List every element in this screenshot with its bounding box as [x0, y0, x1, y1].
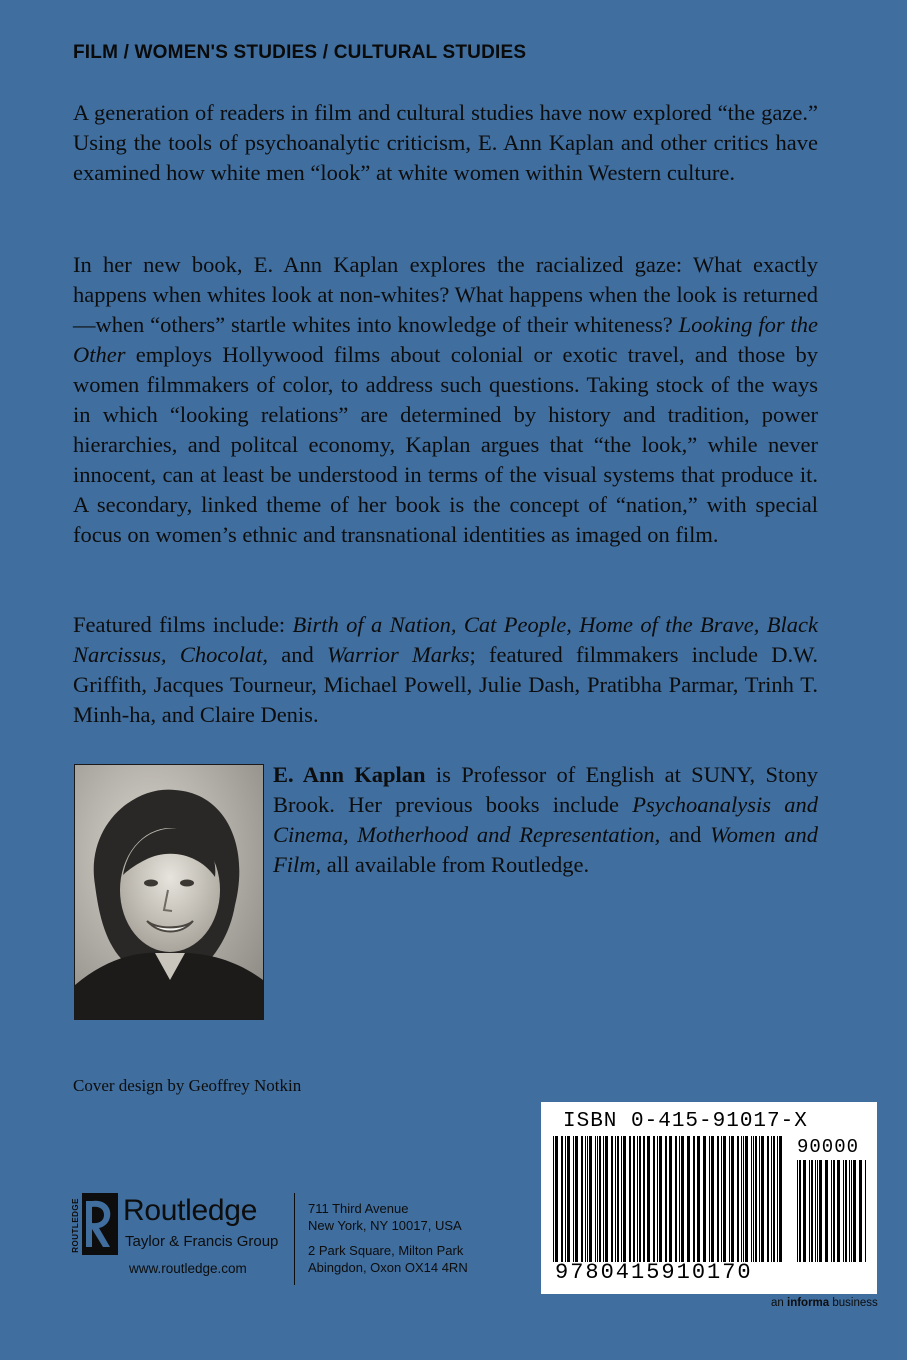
barcode-bar — [585, 1136, 586, 1262]
barcode-bar — [615, 1136, 616, 1262]
barcode-bar — [603, 1136, 604, 1262]
film-titles: Birth of a Nation, Cat People, Home of the Brave, Black Narcissus, Chocolat, — [73, 612, 818, 667]
barcode-bar — [759, 1136, 760, 1262]
barcode-bar — [753, 1136, 754, 1262]
category-heading: FILM / WOMEN'S STUDIES / CULTURAL STUDIES — [73, 42, 527, 63]
barcode-panel — [541, 1102, 877, 1294]
barcode-bar — [831, 1160, 832, 1262]
barcode-bar — [567, 1136, 570, 1262]
barcode-bar — [745, 1136, 748, 1262]
barcode-bar — [711, 1136, 714, 1262]
barcode-bar — [709, 1136, 710, 1262]
address-new-york: 711 Third Avenue New York, NY 10017, USA — [308, 1201, 462, 1233]
barcode-bar — [845, 1160, 847, 1262]
barcode-bar — [643, 1136, 645, 1262]
barcode-bar — [605, 1136, 608, 1262]
barcode-bar — [837, 1160, 840, 1262]
barcode-bar — [553, 1136, 554, 1262]
barcode-bar — [721, 1136, 722, 1262]
barcode-bar — [809, 1160, 810, 1262]
barcode-bar — [573, 1136, 574, 1262]
price-addon-barcode — [797, 1160, 867, 1262]
barcode-bar — [653, 1136, 655, 1262]
barcode-bar — [681, 1136, 684, 1262]
barcode-bar — [849, 1160, 850, 1262]
barcode-bar — [703, 1136, 706, 1262]
barcode-bar — [741, 1136, 742, 1262]
barcode-bar — [597, 1136, 598, 1262]
barcode-bar — [589, 1136, 592, 1262]
author-name: E. Ann Kaplan — [273, 762, 426, 787]
barcode-bar — [853, 1160, 856, 1262]
publisher-website[interactable]: www.routledge.com — [129, 1261, 247, 1276]
barcode-bar — [665, 1136, 667, 1262]
film-title-warrior-marks: Warrior Marks — [327, 642, 470, 667]
barcode-bar — [751, 1136, 752, 1262]
barcode-bar — [859, 1160, 862, 1262]
publisher-name: Routledge — [123, 1194, 258, 1227]
barcode-bar — [565, 1136, 566, 1262]
barcode-bar — [771, 1136, 772, 1262]
barcode-bar — [811, 1160, 813, 1262]
barcode-bar — [693, 1136, 695, 1262]
barcode-bar — [731, 1136, 734, 1262]
barcode-bar — [599, 1136, 601, 1262]
cover-design-credit: Cover design by Geoffrey Notkin — [73, 1076, 302, 1095]
barcode-bar — [595, 1136, 596, 1262]
barcode-bar — [851, 1160, 852, 1262]
barcode-bar — [657, 1136, 658, 1262]
barcode-bar — [815, 1160, 816, 1262]
description-paragraph-1: A generation of readers in film and cultural studies have now explored “the gaze.” Using the tools of psychoanalytic criticism, E. Ann Kaplan and other critics have examined how white men “look” at white women within Western culture. — [73, 100, 818, 185]
informa-tagline: an informa business — [771, 1297, 878, 1309]
barcode-bar — [647, 1136, 650, 1262]
author-photo — [74, 764, 264, 1020]
barcode-bar — [617, 1136, 619, 1262]
barcode-bar — [611, 1136, 613, 1262]
previous-book-women-and-film: Women and Film, — [273, 822, 818, 877]
author-bio: E. Ann Kaplan is Professor of English at SUNY, Stony Brook. Her previous books include Psychoanalysis and Cinema, Motherhood and Representation, and Women and Film, all available from Routledge. — [273, 762, 818, 877]
barcode-bar — [633, 1136, 635, 1262]
featured-films-paragraph: Featured films include: Birth of a Nation, Cat People, Home of the Brave, Black Narcissus, Chocolat, and Warrior Marks; featured filmmakers include D.W. Griffith, Jacques Tourneur, Michael Powell, Julie Dash, Pratibha Parmar, Trinh T. Minh-ha, and Claire Denis. — [73, 612, 818, 727]
barcode-bar — [773, 1136, 775, 1262]
address-uk: 2 Park Square, Milton Park Abingdon, Oxon OX14 4RN — [308, 1243, 468, 1275]
barcode-bar — [761, 1136, 764, 1262]
isbn-label: ISBN 0-415-91017-X — [563, 1110, 808, 1133]
barcode-bar — [687, 1136, 690, 1262]
barcode-bar — [803, 1160, 806, 1262]
barcode-bar — [697, 1136, 700, 1262]
barcode-bar — [723, 1136, 726, 1262]
barcode-bar — [717, 1136, 719, 1262]
barcode-bar — [637, 1136, 638, 1262]
description-paragraph-2: In her new book, E. Ann Kaplan explores the racialized gaze: What exactly happens when whites look at non-whites? What happens when the look is returned—when “others” startle whites into knowledge of their whiteness? Looking for the Other employs Hollywood films about colonial or exotic travel, and those by women filmmakers of color, to address such questions. Taking stock of the ways in which “looking relations” are determined by history and tradition, power hierarchies, and politcal economy, Kaplan argues that “the look,” while never innocent, can at least be understood in terms of the visual systems that produce it. A secondary, linked theme of her book is the concept of “nation,” with special focus on women’s ethnic and transnational identities as imaged on film. — [73, 252, 818, 547]
barcode-bar — [623, 1136, 626, 1262]
barcode-bar — [743, 1136, 744, 1262]
previous-books: Psychoanalysis and Cinema, Motherhood and Representation, — [273, 792, 818, 847]
price-code: 90000 — [797, 1136, 860, 1158]
barcode-bar — [639, 1136, 641, 1262]
ean-digits: 9780415910170 — [555, 1260, 753, 1285]
barcode-bar — [587, 1136, 588, 1262]
barcode-bar — [561, 1136, 563, 1262]
publisher-group: Taylor & Francis Group — [125, 1233, 279, 1250]
ean-barcode — [553, 1136, 783, 1262]
book-title: Looking for the Other — [73, 312, 818, 367]
barcode-bar — [825, 1160, 828, 1262]
barcode-bar — [629, 1136, 631, 1262]
barcode-bar — [799, 1160, 801, 1262]
barcode-bar — [659, 1136, 662, 1262]
barcode-bar — [729, 1136, 730, 1262]
barcode-bar — [575, 1136, 578, 1262]
barcode-bar — [779, 1136, 782, 1262]
barcode-bar — [843, 1160, 844, 1262]
barcode-bar — [755, 1136, 757, 1262]
publisher-divider — [294, 1193, 295, 1285]
barcode-bar — [865, 1160, 866, 1262]
barcode-bar — [679, 1136, 680, 1262]
barcode-bar — [817, 1160, 818, 1262]
barcode-bar — [833, 1160, 835, 1262]
barcode-bar — [797, 1160, 798, 1262]
barcode-bar — [581, 1136, 583, 1262]
routledge-vertical-wordmark: ROUTLEDGE — [71, 1198, 80, 1253]
barcode-bar — [669, 1136, 672, 1262]
barcode-bar — [767, 1136, 769, 1262]
barcode-bar — [621, 1136, 622, 1262]
barcode-bar — [777, 1136, 778, 1262]
barcode-bar — [555, 1136, 558, 1262]
barcode-bar — [737, 1136, 739, 1262]
barcode-bar — [675, 1136, 677, 1262]
barcode-bar — [819, 1160, 822, 1262]
